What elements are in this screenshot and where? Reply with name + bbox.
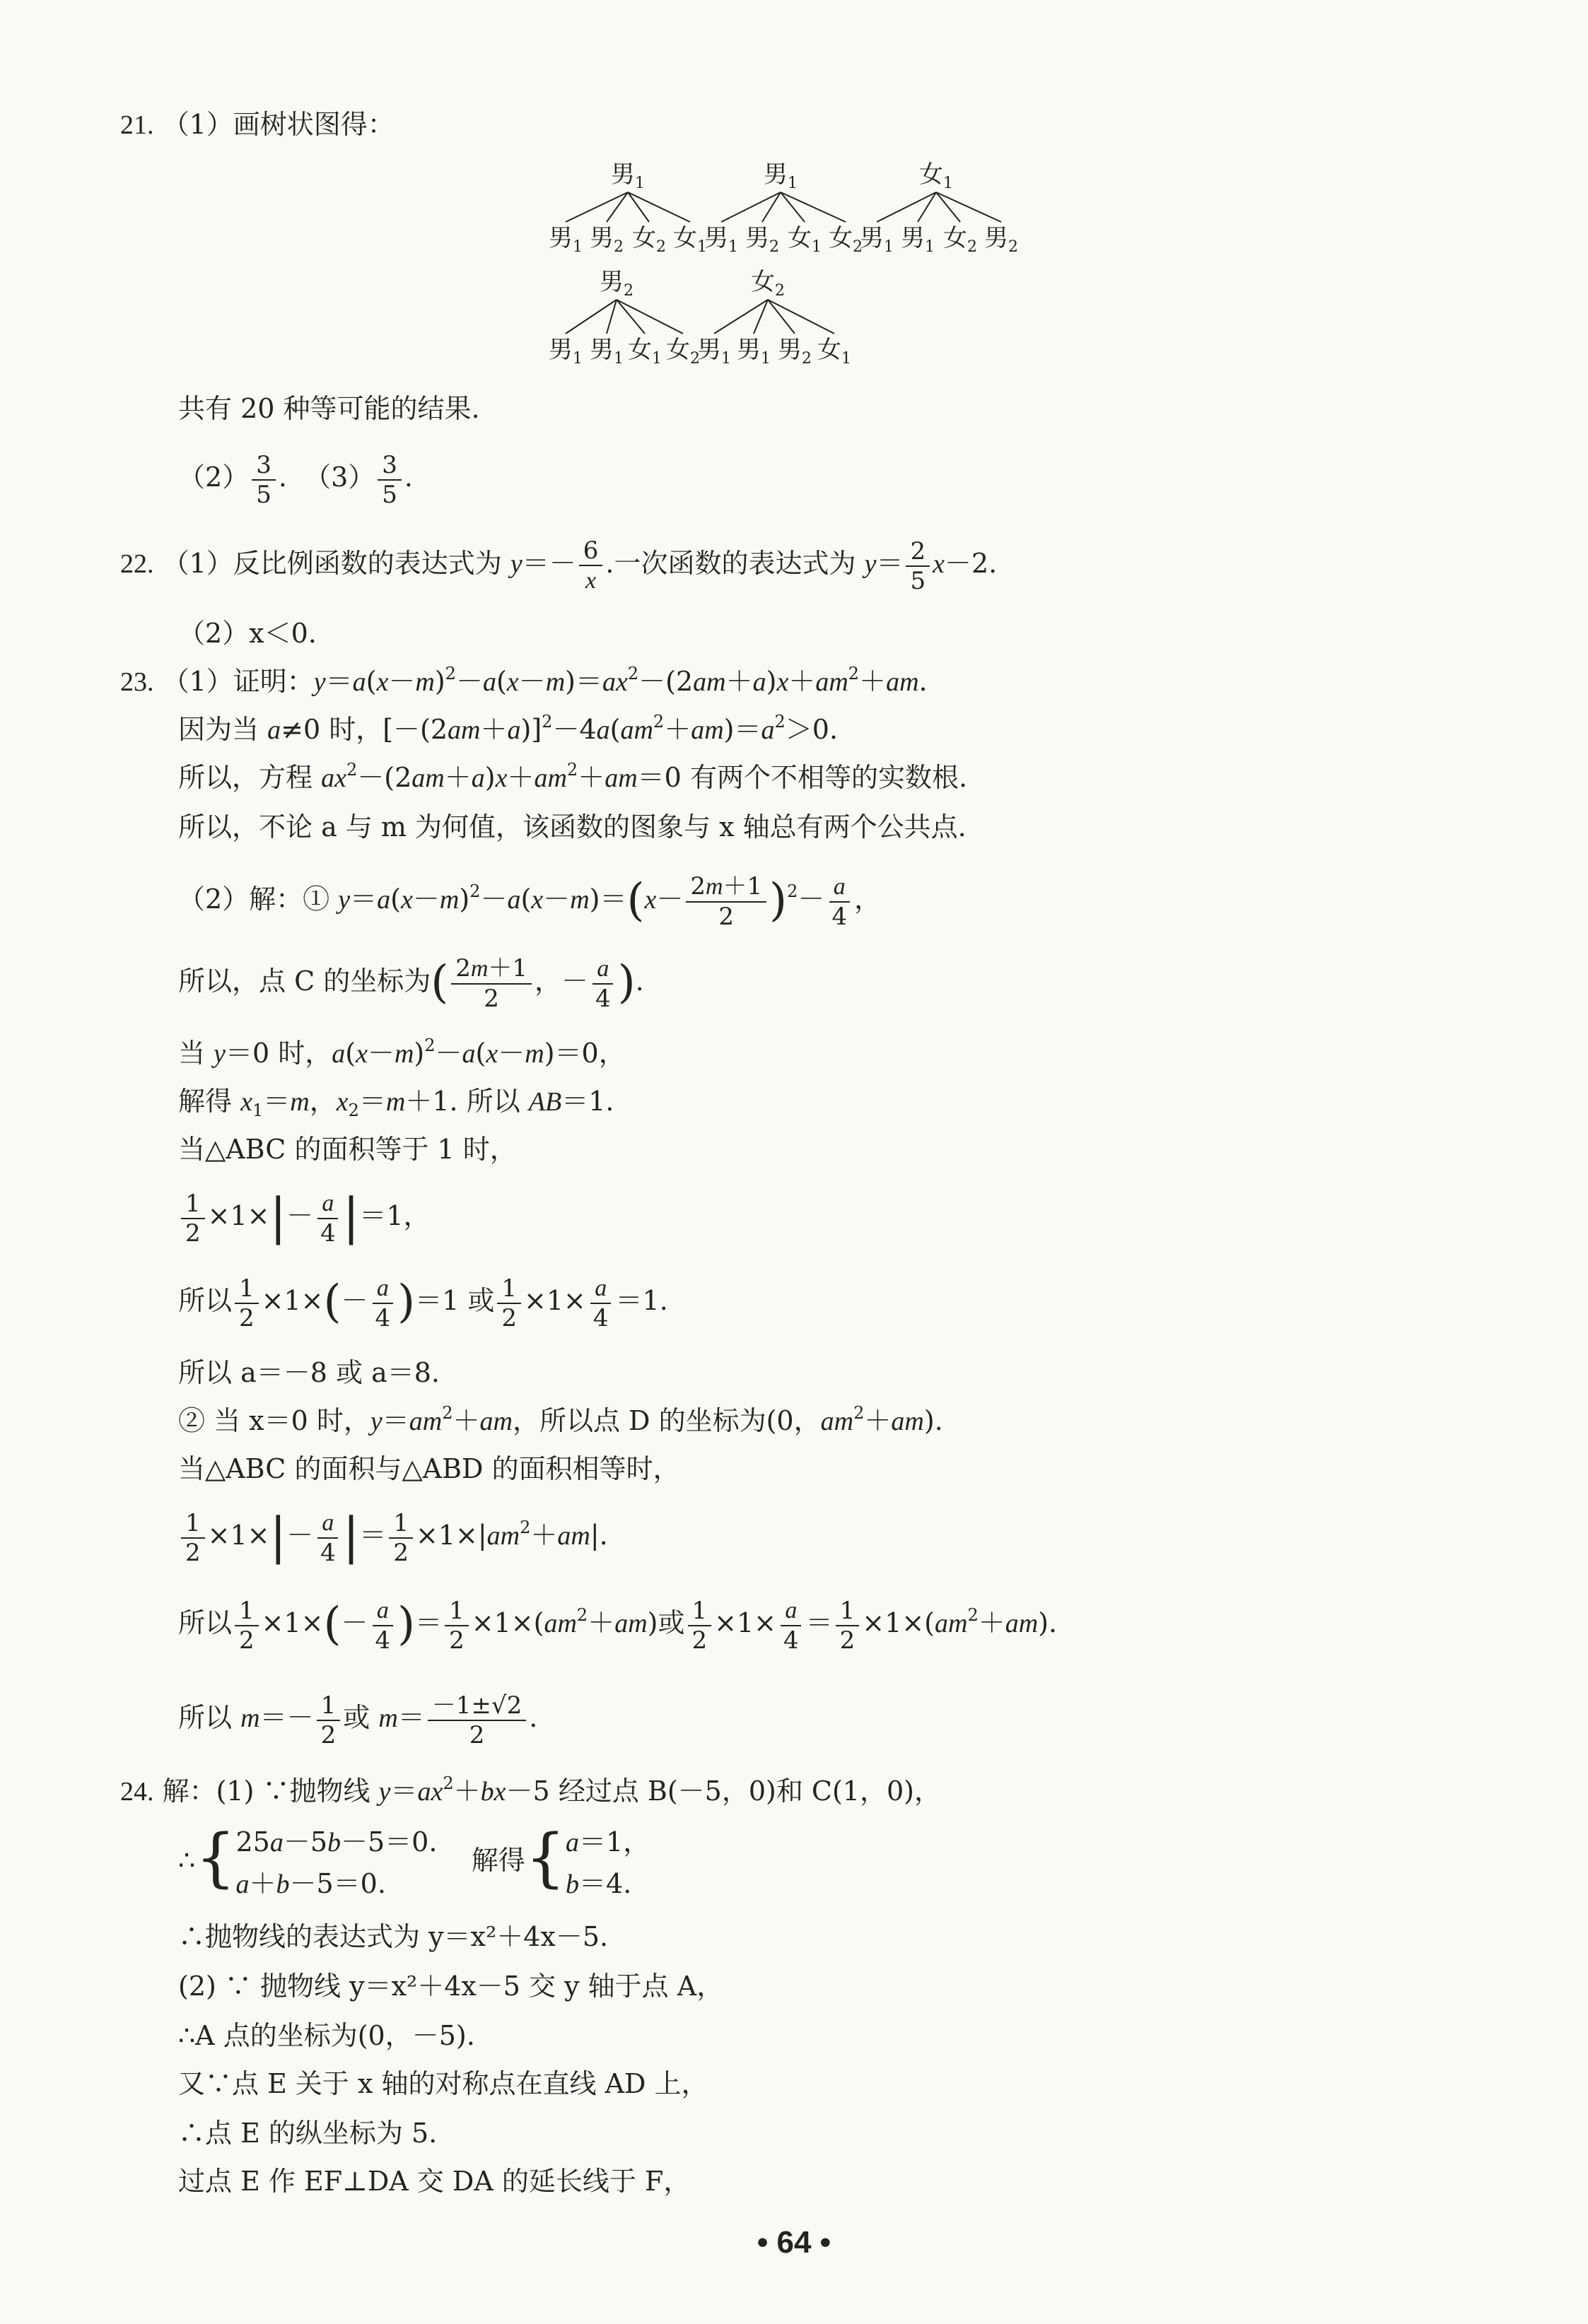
tree-leaf-node: 男$_2$ [590,224,624,256]
q24-line2: ∴{ 25a－5b－5＝0. a＋b－5＝0. 解得{ a＝1， b＝4. [178,1819,650,1905]
fraction: $\frac{a}{4}$ [591,954,615,1013]
q24-line3: ∴抛物线的表达式为 y＝x²＋4x－5. [178,1921,609,1952]
tree-leaf-node: 女$_1$ [817,336,851,368]
fraction: $\frac{1}{2}$ [445,1597,469,1655]
tree-root-node: 男$_2$ [600,268,634,300]
q23-line12: 所以 a＝－8 或 a＝8. [178,1357,440,1388]
q22-part1: 22. （1）反比例函数的表达式为 y＝－ $\frac{6}{x}$ .一次函数的表达式为 y＝ $\frac{2}{5}$ x－2. [120,536,998,595]
q23-line15: $\frac{1}{2}$ ×1×|－ $\frac{a}{4}$ |＝ $\frac{1}{2}$ $\times 1\times|am^2+am|$. [178,1500,608,1571]
tree-leaf-node: 男$_1$ [697,336,731,368]
fraction: $\frac{6}{x}$ [579,536,603,595]
tree-leaf-node: 女$_1$ [788,224,822,256]
q23-line3: 所以，方程 $ax^2-(2am+a)x+am^2+am=0$ 有两个不相等的实数根. [178,760,968,793]
fraction: $\frac{a}{4}$ [316,1508,340,1567]
q23-line8: 解得 $x_1=m$，$x_2=m+1$. 所以 AB＝1. [178,1086,614,1120]
tree-leaf-node: 女$_2$ [632,224,666,256]
q22-part2: （2）x＜0. [178,618,317,649]
tree-leaf-node: 男$_2$ [745,224,779,256]
fraction: $\frac{1}{2}$ [317,1691,341,1749]
fraction: $\frac{2m+1}{2}$ [451,954,532,1013]
tree-root-node: 男$_1$ [611,160,645,192]
tree-leaf-node: 男$_1$ [704,224,738,256]
q23-line10: $\frac{1}{2}$ ×1×|－ $\frac{a}{4}$ |＝1， [178,1180,431,1251]
tree-leaf-node: 男$_1$ [549,336,583,368]
fraction: $\frac{a}{4}$ [371,1274,395,1332]
fraction: $\frac{1}{2}$ [389,1509,413,1567]
fraction: $\frac{1}{2}$ [181,1190,205,1248]
tree-branch [768,300,834,334]
q23-line14: 当△ABC 的面积与△ABD 的面积相等时， [178,1453,680,1484]
tree-branch [617,300,645,334]
tree-leaf-node: 男$_1$ [901,224,935,256]
q23-line17: 所以 m＝－ $\frac{1}{2}$ 或 m＝ $\frac{-1\pm√2}{2}$ . [178,1691,538,1749]
fraction: $\frac{-1\pm√2}{2}$ [428,1691,526,1749]
q23-line7: 当 y＝0 时，$a(x-m)^2-a(x-m)=0$， [178,1035,626,1069]
tree-branch [936,192,1001,222]
q24-line5: ∴A 点的坐标为(0，－5). [178,2020,475,2051]
fraction: $\frac{2m+1}{2}$ [686,872,766,931]
tree-branch [714,300,768,334]
fraction: $\frac{a}{4}$ [779,1596,803,1655]
fraction: $\frac{1}{2}$ [235,1274,259,1332]
tree-branch [566,192,628,222]
q23-line6: 所以，点 C 的坐标为( $\frac{2m+1}{2}$ ，－ $\frac{a}{4}$ ). [178,954,644,1013]
q23-line11: 所以 $\frac{1}{2}$ ×1×(－ $\frac{a}{4}$ )＝1 或 $\frac{1}{2}$ ×1× $\frac{a}{4}$ ＝1. [178,1274,668,1332]
q23-line13: ② 当 x＝0 时，$y=am^2+am$，所以点 D 的坐标为(0，$am^2+am$). [178,1403,943,1436]
question-number: 21. [120,110,154,140]
page-number: • 64 • [757,2225,831,2260]
q23-line16: 所以 $\frac{1}{2}$ ×1×(－ $\frac{a}{4}$ )＝ $\frac{1}{2}$ $\times 1\times(am^2+am)$或 $\frac{1}{2}$ ×1× $\frac{a}{4}$ ＝ $\frac{1}{2}$ $\times 1\times(am^2+am)$. [178,1596,1058,1655]
fraction: $\frac{a}{4}$ [589,1274,613,1332]
fraction: $\frac{1}{2}$ [181,1509,205,1567]
fraction: $\frac{1}{2}$ [235,1597,259,1655]
q23-line4: 所以，不论 a 与 m 为何值，该函数的图象与 x 轴总有两个公共点. [178,811,967,843]
q24-line8: 过点 E 作 EF⊥DA 交 DA 的延长线于 F， [178,2166,691,2197]
q24-line7: ∴点 E 的纵坐标为 5. [178,2118,438,2149]
q24-line4: (2) ∵ 抛物线 y＝x²＋4x－5 交 y 轴于点 A， [178,1971,724,2002]
fraction: $\frac{1}{2}$ [688,1597,712,1655]
tree-root-node: 男$_1$ [764,160,798,192]
tree-leaf-node: 女$_2$ [666,336,700,368]
tree-leaf-node: 女$_2$ [943,224,977,256]
tree-leaf-node: 男$_1$ [549,224,583,256]
fraction: $\frac{2}{5}$ [906,537,930,595]
equation-system: a＝1， b＝4. [566,1826,650,1899]
tree-branch [781,192,846,222]
q21-result: 共有 20 种等可能的结果. [178,393,480,424]
tree-leaf-node: 女$_1$ [673,224,707,256]
tree-branch [566,300,617,334]
fraction: $\frac{1}{2}$ [836,1597,860,1655]
q23-line2: 因为当 a≠0 时，$[-(2am+a)]^2-4a(am^2+am)=a^2>0$. [178,712,839,745]
tree-root-node: 女$_1$ [919,160,953,192]
q24-line1: 24. 解：(1) ∵抛物线 $y=ax^2+bx-5$ 经过点 B(－5，0)和 C(1，0)， [120,1773,941,1807]
q23-line5: （2）解：① $y=a(x-m)^2-a(x-m)=(x-$ $\frac{2m+1}{2}$ )$^2$－ $\frac{a}{4}$ ， [178,872,882,931]
equation-system: 25a－5b－5＝0. a＋b－5＝0. [235,1826,438,1899]
tree-leaf-node: 男$_1$ [737,336,771,368]
fraction: $\frac{3}{5}$ [378,451,402,509]
q23-line1: 23. （1）证明：$y=a(x-m)^2-a(x-m)=ax^2-(2am+a)x+am^2+am$. [120,664,928,697]
tree-leaf-node: 男$_1$ [590,336,624,368]
q24-line6: 又∵点 E 关于 x 轴的对称点在直线 AD 上， [178,2068,708,2099]
tree-branch [617,300,683,334]
fraction: $\frac{a}{4}$ [371,1596,395,1655]
tree-branch [628,192,690,222]
tree-branch [936,192,960,222]
tree-root-node: 女$_2$ [751,268,785,300]
fraction: $\frac{3}{5}$ [252,451,276,509]
tree-leaf-node: 男$_2$ [984,224,1018,256]
q21-part1: 21. （1）画树状图得： [120,109,395,140]
tree-diagram [0,0,1588,396]
tree-leaf-node: 男$_2$ [778,336,812,368]
tree-leaf-node: 女$_1$ [628,336,662,368]
fraction: $\frac{a}{4}$ [827,872,851,931]
q23-line9: 当△ABC 的面积等于 1 时， [178,1134,517,1165]
tree-branch [768,300,795,334]
fraction: $\frac{a}{4}$ [316,1189,340,1248]
tree-branch [781,192,805,222]
tree-leaf-node: 男$_1$ [860,224,894,256]
q21-part2-3: （2） $\frac{3}{5}$ . （3） $\frac{3}{5}$ . [178,450,413,509]
tree-leaf-node: 女$_2$ [829,224,863,256]
fraction: $\frac{1}{2}$ [497,1274,521,1332]
